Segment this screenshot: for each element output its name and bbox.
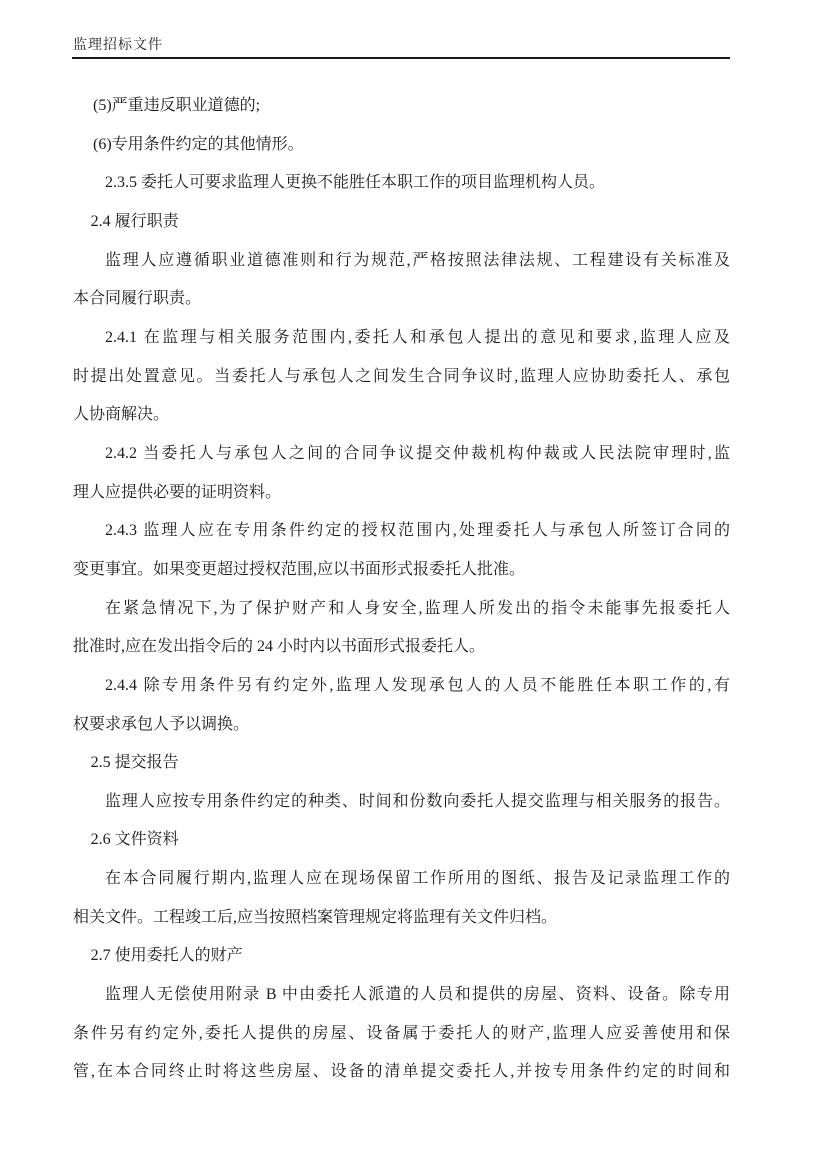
text-line: 2.4.3 监理人应在专用条件约定的授权范围内,处理委托人与承包人所签订合同的	[105, 522, 730, 540]
text-line: 人协商解决。	[73, 406, 170, 424]
text-line: (5)严重违反职业道德的;	[93, 97, 261, 114]
text-line: 权要求承包人予以调换。	[73, 715, 250, 733]
text-line: 2.4.4 除专用条件另有约定外,监理人发现承包人的人员不能胜任本职工作的,有	[105, 676, 730, 694]
text-line: 理人应提供必要的证明资料。	[73, 483, 282, 501]
text-line: 相关文件。工程竣工后,应当按照档案管理规定将监理有关文件归档。	[73, 908, 558, 926]
text-line: 在本合同履行期内,监理人应在现场保留工作所用的图纸、报告及记录监理工作的	[105, 870, 730, 888]
text-line: 批准时,应在发出指令后的 24 小时内以书面形式报委托人。	[73, 638, 486, 656]
text-line: 2.6 文件资料	[90, 831, 179, 849]
header-rule	[72, 57, 730, 59]
text-line: 2.3.5 委托人可要求监理人更换不能胜任本职工作的项目监理机构人员。	[105, 174, 606, 192]
text-line: 管,在本合同终止时将这些房屋、设备的清单提交委托人,并按专用条件约定的时间和	[73, 1063, 730, 1081]
text-line: 2.4 履行职责	[90, 212, 179, 230]
text-line: (6)专用条件约定的其他情形。	[93, 135, 304, 153]
text-line: 2.4.1 在监理与相关服务范围内,委托人和承包人提出的意见和要求,监理人应及	[105, 328, 730, 346]
text-line: 监理人无偿使用附录 B 中由委托人派遣的人员和提供的房屋、资料、设备。除专用	[105, 986, 730, 1004]
text-line: 本合同履行职责。	[73, 290, 202, 308]
page-header	[73, 38, 730, 54]
text-line: 2.7 使用委托人的财产	[90, 947, 243, 965]
text-line: 变更事宜。如果变更超过授权范围,应以书面形式报委托人批准。	[73, 560, 526, 578]
text-line: 条件另有约定外,委托人提供的房屋、设备属于委托人的财产,监理人应妥善使用和保	[73, 1024, 730, 1042]
text-line: 2.4.2 当委托人与承包人之间的合同争议提交仲裁机构仲裁或人民法院审理时,监	[105, 444, 730, 462]
text-line: 监理人应遵循职业道德准则和行为规范,严格按照法律法规、工程建设有关标准及	[105, 251, 730, 269]
text-line: 2.5 提交报告	[90, 754, 179, 772]
document-body	[73, 87, 730, 1092]
header-title: 监理招标文件	[73, 38, 163, 53]
text-line: 在紧急情况下,为了保护财产和人身安全,监理人所发出的指令未能事先报委托人	[105, 599, 730, 617]
text-line: 时提出处置意见。当委托人与承包人之间发生合同争议时,监理人应协助委托人、承包	[73, 367, 730, 385]
text-line: 监理人应按专用条件约定的种类、时间和份数向委托人提交监理与相关服务的报告。	[105, 792, 730, 810]
